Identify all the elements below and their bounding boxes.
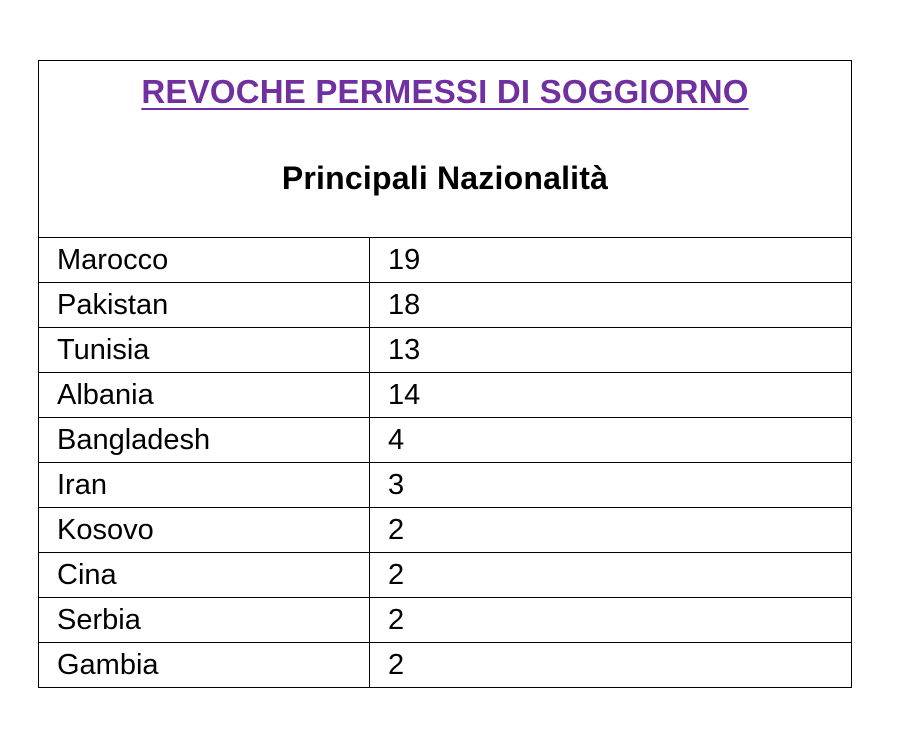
table-row: [39, 418, 852, 463]
table-row: [39, 508, 852, 553]
table-row: [39, 283, 852, 328]
country-cell: Serbia: [39, 598, 370, 643]
count-cell: 2: [370, 598, 852, 643]
country-cell: Kosovo: [39, 508, 370, 553]
country-cell: Gambia: [39, 643, 370, 688]
count-cell: 3: [370, 463, 852, 508]
count-cell: 4: [370, 418, 852, 463]
table-row: [39, 328, 852, 373]
table-subtitle: Principali Nazionalità: [281, 160, 609, 196]
table-header-cell: [39, 61, 852, 238]
country-cell: Pakistan: [39, 283, 370, 328]
table-row: [39, 598, 852, 643]
table-row: [39, 238, 852, 283]
count-cell: 14: [370, 373, 852, 418]
table-row: [39, 553, 852, 598]
country-cell: Marocco: [39, 238, 370, 283]
country-cell: Cina: [39, 553, 370, 598]
count-cell: 2: [370, 508, 852, 553]
nationalities-table: [38, 60, 852, 688]
count-cell: 19: [370, 238, 852, 283]
count-cell: 18: [370, 283, 852, 328]
table-row: [39, 373, 852, 418]
count-cell: 13: [370, 328, 852, 373]
table-body: [39, 238, 852, 688]
count-cell: 2: [370, 643, 852, 688]
country-cell: Iran: [39, 463, 370, 508]
country-cell: Bangladesh: [39, 418, 370, 463]
country-cell: Albania: [39, 373, 370, 418]
table-title: REVOCHE PERMESSI DI SOGGIORNO: [141, 73, 749, 110]
table-row: [39, 463, 852, 508]
country-cell: Tunisia: [39, 328, 370, 373]
count-cell: 2: [370, 553, 852, 598]
table-row: [39, 643, 852, 688]
